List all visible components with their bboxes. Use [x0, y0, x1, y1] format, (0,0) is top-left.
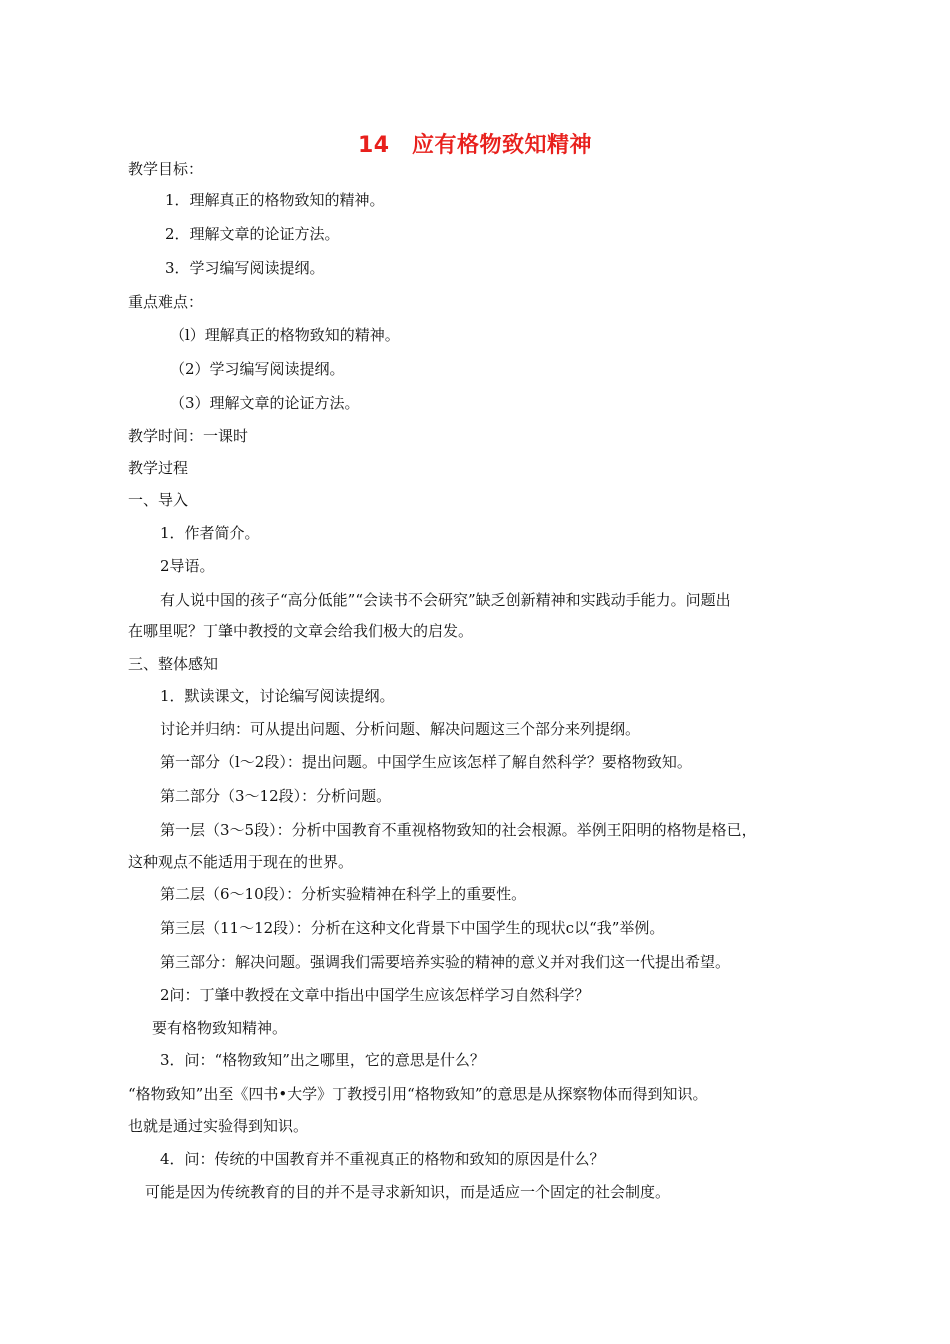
- text-line: 重点难点：: [128, 293, 204, 311]
- text-line: 可能是因为传统教育的目的并不是寻求新知识，而是适应一个固定的社会制度。: [145, 1183, 671, 1201]
- text-line: 三、整体感知: [128, 655, 219, 673]
- text-line: 教学过程: [128, 459, 189, 477]
- text-line: 1．作者简介。: [160, 524, 260, 542]
- text-line: 第二部分（3～12段）：分析问题。: [160, 787, 392, 805]
- text-line: 第三层（11～12段）：分析在这种文化背景下中国学生的现状c以“我”举例。: [160, 919, 665, 937]
- text-line: 第一层（3～5段）：分析中国教育不重视格物致知的社会根源。举例王阳明的格物是格已，: [160, 821, 757, 839]
- text-line: 教学目标：: [128, 160, 204, 178]
- text-line: 4．问：传统的中国教育并不重视真正的格物和致知的原因是什么？: [160, 1150, 605, 1168]
- text-line: 3．学习编写阅读提纲。: [165, 259, 325, 277]
- text-line: （2）学习编写阅读提纲。: [170, 360, 345, 378]
- text-line: 3．问：“格物致知”出之哪里，它的意思是什么？: [160, 1051, 485, 1069]
- text-line: 教学时间：一课时: [128, 427, 249, 445]
- text-line: 第二层（6～10段）：分析实验精神在科学上的重要性。: [160, 885, 527, 903]
- text-line: 在哪里呢？丁肇中教授的文章会给我们极大的启发。: [128, 622, 474, 640]
- text-line: 一、导入: [128, 491, 189, 509]
- text-line: 2导语。: [160, 557, 215, 575]
- text-line: 这种观点不能适用于现在的世界。: [128, 853, 354, 871]
- text-line: 有人说中国的孩子“高分低能”“会读书不会研究”缺乏创新精神和实践动手能力。问题出: [160, 591, 731, 609]
- text-line: 讨论并归纳：可从提出问题、分析问题、解决问题这三个部分来列提纲。: [160, 720, 641, 738]
- text-line: 第一部分（l～2段）：提出问题。中国学生应该怎样了解自然科学？要格物致知。: [160, 753, 692, 771]
- text-line: （3）理解文章的论证方法。: [170, 394, 360, 412]
- text-line: 2．理解文章的论证方法。: [165, 225, 340, 243]
- text-line: 要有格物致知精神。: [152, 1019, 288, 1037]
- text-line: 1．默读课文，讨论编写阅读提纲。: [160, 687, 395, 705]
- document-title: 14 应有格物致知精神: [357, 133, 593, 158]
- text-line: 2问：丁肇中教授在文章中指出中国学生应该怎样学习自然科学？: [160, 986, 590, 1004]
- text-line: 也就是通过实验得到知识。: [128, 1117, 309, 1135]
- text-line: （l）理解真正的格物致知的精神。: [170, 326, 400, 344]
- text-line: 第三部分：解决问题。强调我们需要培养实验的精神的意义并对我们这一代提出希望。: [160, 953, 731, 971]
- text-line: 1．理解真正的格物致知的精神。: [165, 191, 385, 209]
- text-line: “格物致知”出至《四书•大学》丁教授引用“格物致知”的意思是从探察物体而得到知识。: [128, 1085, 708, 1103]
